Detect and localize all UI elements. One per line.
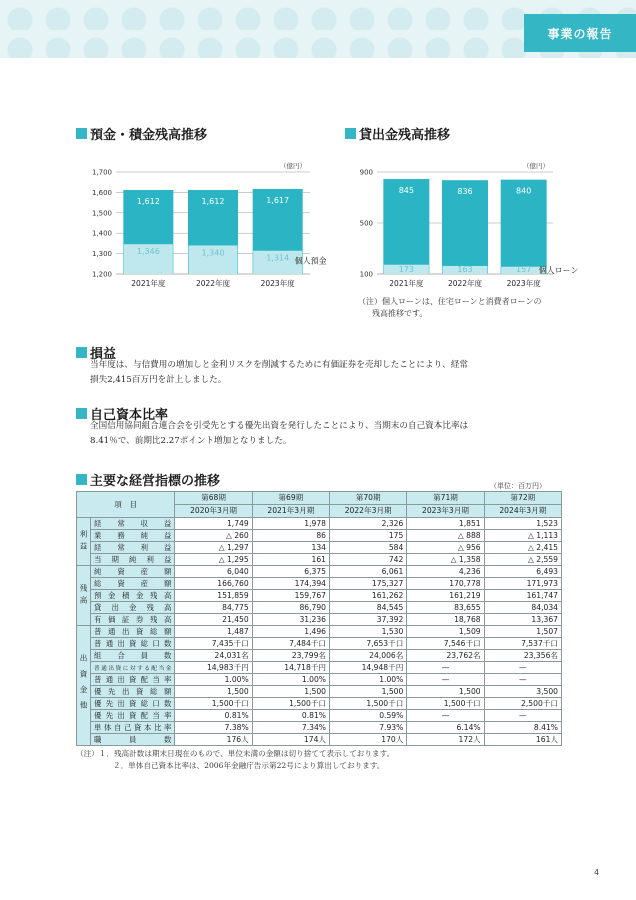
table-cell: △ 956 — [407, 542, 484, 554]
data-label-part: 163 — [457, 265, 473, 274]
table-cell: 174,394 — [252, 578, 329, 590]
table-cell: 1,487 — [175, 626, 252, 638]
table-cell: 1,500千口 — [175, 698, 252, 710]
data-label-total: 836 — [457, 187, 473, 197]
table-row — [77, 602, 562, 614]
table-cell: △ 2,415 — [484, 542, 561, 554]
table-cell: 14,948千円 — [330, 662, 407, 674]
capital-heading-text: 自己資本比率 — [90, 408, 169, 423]
table-cell: 24,031名 — [175, 650, 252, 662]
loans-heading-text: 貸出金残高推移 — [359, 128, 451, 143]
table-cell: △ 1,113 — [484, 530, 561, 542]
table-cell: 84,034 — [484, 602, 561, 614]
section-title-tab: 事業の報告 — [524, 14, 636, 52]
table-cell: 171,973 — [484, 578, 561, 590]
table-row — [77, 734, 562, 746]
item-header: 項 目 — [77, 492, 175, 518]
table-cell: 1,500 — [330, 686, 407, 698]
indicators-unit: （単位：百万円） — [490, 482, 546, 490]
capital-line1: 全国信用協同組合連合会を引受先とする優先出資を発行したことにより、当期末の自己資本比率は — [90, 421, 469, 431]
data-label-part: 1,340 — [201, 248, 225, 258]
x-tick-label: 2021年度 — [389, 279, 424, 288]
table-cell: 23,356名 — [484, 650, 561, 662]
row-label: 預金積金残高 — [91, 590, 175, 602]
table-cell: 159,767 — [252, 590, 329, 602]
row-label: 普通出資配当率 — [91, 674, 175, 686]
table-row — [77, 578, 562, 590]
table-cell: 7.34% — [252, 722, 329, 734]
x-tick-label: 2022年度 — [195, 279, 231, 288]
table-cell: 1,500 — [407, 686, 484, 698]
loans-chart — [345, 158, 585, 294]
heading-square-icon — [76, 408, 87, 419]
capital-text — [90, 419, 468, 449]
row-label: 経常利益 — [91, 542, 175, 554]
group-label: 利益 — [77, 518, 91, 566]
table-cell: 1,509 — [407, 626, 484, 638]
y-tick-label: 500 — [359, 219, 373, 228]
table-row — [77, 674, 562, 686]
row-label: 普通出資総額 — [91, 626, 175, 638]
table-cell: 1,496 — [252, 626, 329, 638]
table-row — [77, 626, 562, 638]
chart-unit-label: （億円） — [280, 162, 306, 170]
footnote-1: （注）１．残高計数は期末日現在のもので、単位未満の金額は切り捨てて表示しております。 — [76, 749, 395, 758]
table-cell: 7,546千口 — [407, 638, 484, 650]
loans-heading — [345, 124, 450, 143]
period-header: 第71期 — [407, 492, 484, 505]
table-cell: 1,749 — [175, 518, 252, 530]
footnote-2: ２．単体自己資本比率は、2006年金融庁告示第22号により算出しております。 — [113, 761, 385, 770]
table-cell: 7,435千口 — [175, 638, 252, 650]
table-cell: — — [407, 662, 484, 674]
table-row — [77, 518, 562, 530]
row-label: 貸出金残高 — [91, 602, 175, 614]
table-cell: 1,500千口 — [407, 698, 484, 710]
data-label-part: 157 — [516, 265, 532, 274]
table-row — [77, 530, 562, 542]
row-label: 優先出資総額 — [91, 686, 175, 698]
table-header-row — [77, 492, 562, 505]
table-cell: 170人 — [330, 734, 407, 746]
table-cell: 7,653千口 — [330, 638, 407, 650]
loans-note-line2: 残高推移です。 — [372, 309, 428, 318]
table-cell: 0.59% — [330, 710, 407, 722]
table-cell: 2,500千口 — [484, 698, 561, 710]
table-cell: 1,507 — [484, 626, 561, 638]
table-cell: 7,484千口 — [252, 638, 329, 650]
x-tick-label: 2023年度 — [260, 279, 295, 288]
table-cell: — — [407, 674, 484, 686]
y-tick-label: 1,600 — [91, 188, 112, 197]
data-label-part: 1,346 — [136, 247, 160, 257]
table-cell: 1,500 — [175, 686, 252, 698]
period-date-header: 2020年3月期 — [175, 505, 252, 518]
table-cell: 7.38% — [175, 722, 252, 734]
group-label: 残高 — [77, 566, 91, 626]
table-cell: △ 1,358 — [407, 554, 484, 566]
table-row — [77, 614, 562, 626]
data-label-total: 840 — [516, 186, 532, 196]
row-label: 組合員数 — [91, 650, 175, 662]
table-cell: △ 1,297 — [175, 542, 252, 554]
table-row — [77, 542, 562, 554]
table-cell: 6.14% — [407, 722, 484, 734]
table-cell: 6,061 — [330, 566, 407, 578]
table-row — [77, 722, 562, 734]
table-cell: 18,768 — [407, 614, 484, 626]
table-cell: 1,851 — [407, 518, 484, 530]
loans-note-line1: （注）個人ローンは、住宅ローンと消費者ローンの — [358, 297, 542, 306]
table-row — [77, 590, 562, 602]
table-row — [77, 698, 562, 710]
table-cell: 176人 — [175, 734, 252, 746]
loans-chart-svg — [345, 158, 585, 294]
deposits-heading — [76, 124, 207, 143]
y-tick-label: 1,300 — [91, 250, 112, 259]
row-label: 経常収益 — [91, 518, 175, 530]
table-row — [77, 650, 562, 662]
table-cell: 175 — [330, 530, 407, 542]
table-cell: 23,799名 — [252, 650, 329, 662]
series-label-part: 個人預金 — [294, 256, 326, 266]
table-cell: 174人 — [252, 734, 329, 746]
table-cell: — — [484, 674, 561, 686]
indicators-table — [76, 491, 562, 746]
table-cell: — — [407, 710, 484, 722]
table-cell: 1,530 — [330, 626, 407, 638]
table-cell: 4,236 — [407, 566, 484, 578]
table-cell: 170,778 — [407, 578, 484, 590]
row-label: 有価証券残高 — [91, 614, 175, 626]
table-cell: — — [484, 710, 561, 722]
period-date-header: 2021年3月期 — [252, 505, 329, 518]
table-cell: 13,367 — [484, 614, 561, 626]
period-header: 第72期 — [484, 492, 561, 505]
data-label-part: 1,314 — [266, 253, 290, 263]
table-cell: 2,326 — [330, 518, 407, 530]
table-cell: 584 — [330, 542, 407, 554]
indicators-heading-text: 主要な経営指標の推移 — [90, 474, 221, 489]
deposits-heading-text: 預金・積金残高推移 — [90, 128, 208, 143]
table-cell: 151,859 — [175, 590, 252, 602]
table-cell: 7,537千口 — [484, 638, 561, 650]
table-cell: △ 1,295 — [175, 554, 252, 566]
table-cell: △ 260 — [175, 530, 252, 542]
capital-line2: 8.41％で、前期比2.27ポイント増加となりました。 — [90, 436, 292, 446]
table-cell: 1,500 — [252, 686, 329, 698]
table-cell: 1.00% — [175, 674, 252, 686]
period-header: 第70期 — [330, 492, 407, 505]
table-cell: 161,219 — [407, 590, 484, 602]
table-cell: △ 2,559 — [484, 554, 561, 566]
deposits-chart-svg — [76, 158, 326, 294]
heading-square-icon — [345, 128, 356, 139]
deposits-chart — [76, 158, 326, 294]
table-cell: 161,262 — [330, 590, 407, 602]
row-label: 業務純益 — [91, 530, 175, 542]
table-cell: 23,762名 — [407, 650, 484, 662]
table-cell: 166,760 — [175, 578, 252, 590]
profit-heading-text: 損益 — [90, 347, 117, 362]
table-cell: 0.81% — [175, 710, 252, 722]
table-cell: 3,500 — [484, 686, 561, 698]
x-tick-label: 2022年度 — [447, 279, 483, 288]
table-cell: 1.00% — [330, 674, 407, 686]
table-row — [77, 710, 562, 722]
period-date-header: 2022年3月期 — [330, 505, 407, 518]
table-cell: 172人 — [407, 734, 484, 746]
heading-square-icon — [76, 474, 87, 485]
table-row — [77, 662, 562, 674]
table-cell: 84,775 — [175, 602, 252, 614]
row-label: 普通出資に対する配当金 — [91, 662, 175, 674]
table-cell: — — [484, 662, 561, 674]
table-row — [77, 638, 562, 650]
table-cell: 37,392 — [330, 614, 407, 626]
data-label-part: 173 — [398, 265, 414, 274]
group-label: 出資金他 — [77, 626, 91, 746]
x-tick-label: 2023年度 — [506, 279, 541, 288]
table-cell: 1,500千口 — [330, 698, 407, 710]
row-label: 職員数 — [91, 734, 175, 746]
data-label-total: 1,617 — [266, 195, 290, 205]
row-label: 優先出資総口数 — [91, 698, 175, 710]
data-label-total: 1,612 — [136, 196, 160, 206]
table-cell: 83,655 — [407, 602, 484, 614]
table-cell: 742 — [330, 554, 407, 566]
table-cell: 161,747 — [484, 590, 561, 602]
y-tick-label: 1,500 — [91, 209, 112, 218]
series-label-part: 個人ローン — [538, 266, 579, 275]
table-cell: 6,040 — [175, 566, 252, 578]
y-tick-label: 900 — [359, 168, 373, 177]
row-label: 普通出資総口数 — [91, 638, 175, 650]
table-cell: 8.41% — [484, 722, 561, 734]
heading-square-icon — [76, 347, 87, 358]
profit-line2: 損失2,415百万円を計上しました。 — [90, 375, 227, 385]
data-label-total: 845 — [398, 186, 414, 196]
row-label: 純資産額 — [91, 566, 175, 578]
period-header: 第69期 — [252, 492, 329, 505]
table-cell: 161 — [252, 554, 329, 566]
row-label: 優先出資配当率 — [91, 710, 175, 722]
table-cell: 1,523 — [484, 518, 561, 530]
table-row — [77, 566, 562, 578]
table-cell: 1,500千口 — [252, 698, 329, 710]
table-cell: 84,545 — [330, 602, 407, 614]
y-tick-label: 1,200 — [91, 270, 112, 279]
table-cell: 14,983千円 — [175, 662, 252, 674]
row-label: 単体自己資本比率 — [91, 722, 175, 734]
table-cell: 14,718千円 — [252, 662, 329, 674]
table-cell: 24,006名 — [330, 650, 407, 662]
table-cell: 7.93% — [330, 722, 407, 734]
chart-unit-label: （億円） — [523, 162, 549, 170]
row-label: 総資産額 — [91, 578, 175, 590]
period-date-header: 2023年3月期 — [407, 505, 484, 518]
table-cell: 21,450 — [175, 614, 252, 626]
y-tick-label: 1,700 — [91, 168, 112, 177]
table-row — [77, 686, 562, 698]
table-cell: 31,236 — [252, 614, 329, 626]
table-cell: △ 888 — [407, 530, 484, 542]
loans-note — [358, 296, 542, 320]
profit-text — [90, 358, 468, 388]
table-cell: 175,327 — [330, 578, 407, 590]
data-label-total: 1,612 — [201, 196, 225, 206]
table-cell: 6,493 — [484, 566, 561, 578]
heading-square-icon — [76, 128, 87, 139]
profit-line1: 当年度は、与信費用の増加しと金利リスクを削減するために有価証券を売却したことにより、経常 — [90, 360, 468, 370]
table-cell: 6,375 — [252, 566, 329, 578]
period-header: 第68期 — [175, 492, 252, 505]
period-date-header: 2024年3月期 — [484, 505, 561, 518]
table-row — [77, 554, 562, 566]
table-cell: 0.81% — [252, 710, 329, 722]
table-cell: 86 — [252, 530, 329, 542]
x-tick-label: 2021年度 — [131, 279, 166, 288]
table-cell: 134 — [252, 542, 329, 554]
y-tick-label: 100 — [359, 270, 373, 279]
indicators-heading — [76, 470, 220, 489]
table-cell: 161人 — [484, 734, 561, 746]
table-cell: 1.00% — [252, 674, 329, 686]
table-cell: 1,978 — [252, 518, 329, 530]
row-label: 当期純利益 — [91, 554, 175, 566]
y-tick-label: 1,400 — [91, 229, 112, 238]
table-cell: 86,790 — [252, 602, 329, 614]
page-number: 4 — [594, 868, 600, 877]
